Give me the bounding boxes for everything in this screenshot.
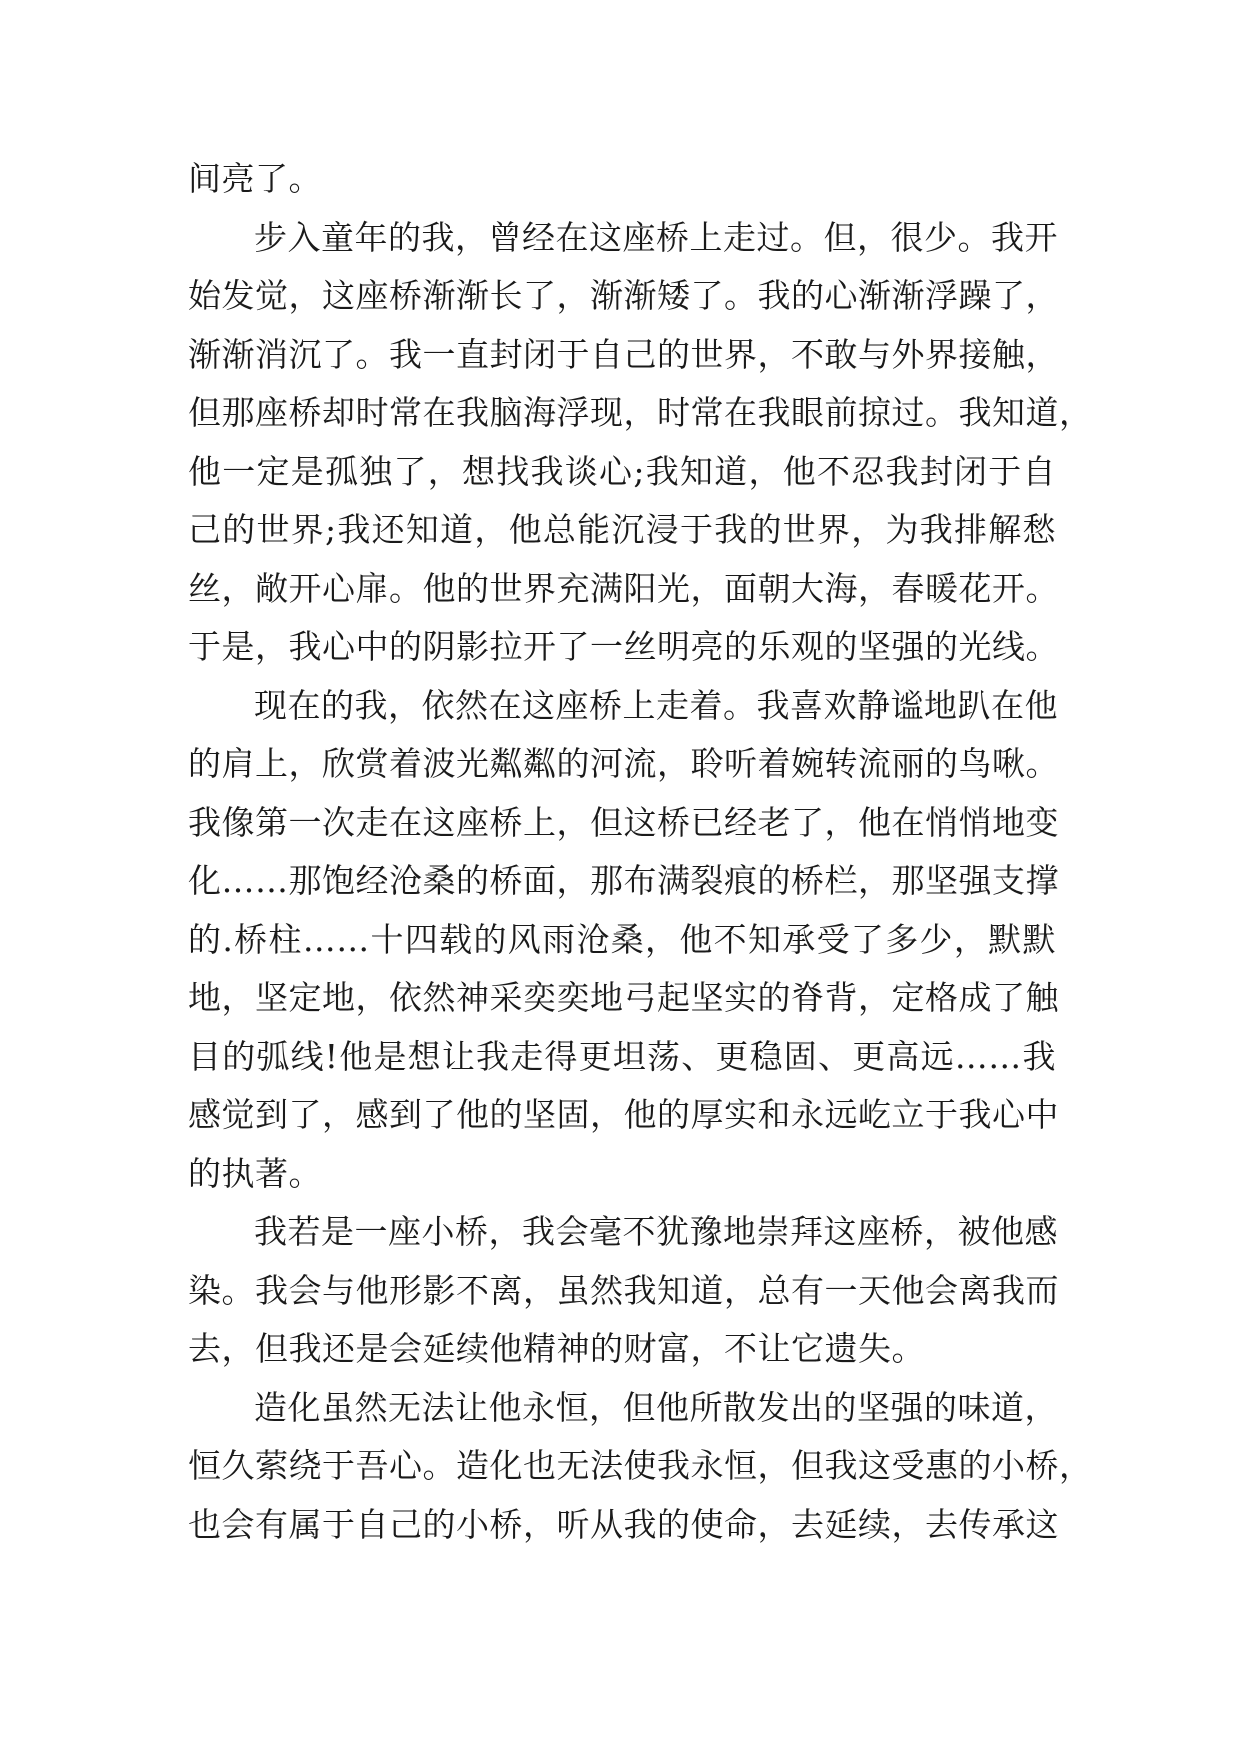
text-line: 于是，我心中的阴影拉开了一丝明亮的乐观的坚强的光线。 [188,627,1059,666]
paragraph-5 [188,1379,1093,1555]
text-line: 我像第一次走在这座桥上，但这桥已经老了，他在悄悄地变 [188,802,1059,842]
text-line: 地，坚定地，依然神采奕奕地弓起坚实的脊背，定格成了触 [188,978,1059,1017]
text-line: 恒久萦绕于吾心。造化也无法使我永恒，但我这受惠的小桥， [188,1446,1093,1485]
text-line: 化……那饱经沧桑的桥面，那布满裂痕的桥栏，那坚强支撑 [188,861,1059,900]
paragraph-3 [188,677,1059,1204]
paragraph-2 [188,209,1093,677]
text-line: 也会有属于自己的小桥，听从我的使命，去延续，去传承这 [188,1504,1059,1544]
paragraph-4 [188,1203,1059,1379]
text-line: 我若是一座小桥，我会毫不犹豫地崇拜这座桥，被他感 [254,1212,1058,1251]
text-line: 感觉到了，感到了他的坚固，他的厚实和永远屹立于我心中 [188,1095,1059,1134]
text-line: 己的世界;我还知道，他总能沉浸于我的世界，为我排解愁 [188,510,1056,549]
text-line: 造化虽然无法让他永恒，但他所散发出的坚强的味道， [254,1387,1058,1427]
text-line: 现在的我，依然在这座桥上走着。我喜欢静谧地趴在他 [254,685,1058,725]
text-line: 步入童年的我，曾经在这座桥上走过。但，很少。我开 [254,217,1058,257]
text-line: 的.桥柱……十四载的风雨沧桑，他不知承受了多少，默默 [188,919,1056,959]
text-line: 渐渐消沉了。我一直封闭于自己的世界，不敢与外界接触， [188,334,1059,374]
text-line: 丝，敞开心扉。他的世界充满阳光，面朝大海，春暖花开。 [188,568,1059,608]
text-line: 目的弧线!他是想让我走得更坦荡、更稳固、更高远……我 [188,1036,1056,1076]
text-line: 但那座桥却时常在我脑海浮现，时常在我眼前掠过。我知道， [188,393,1093,432]
text-line: 他一定是孤独了，想找我谈心;我知道，他不忍我封闭于自 [188,451,1056,491]
essay-body [188,150,1093,1554]
text-line: 间亮了。 [188,159,322,198]
text-line: 的执著。 [188,1153,322,1193]
paragraph-1 [188,150,1056,209]
text-line: 的肩上，欣赏着波光粼粼的河流，聆听着婉转流丽的鸟啾。 [188,744,1059,783]
text-line: 染。我会与他形影不离，虽然我知道，总有一天他会离我而 [188,1270,1059,1310]
text-line: 始发觉，这座桥渐渐长了，渐渐矮了。我的心渐渐浮躁了， [188,276,1059,315]
text-line: 去，但我还是会延续他精神的财富，不让它遗失。 [188,1329,925,1368]
